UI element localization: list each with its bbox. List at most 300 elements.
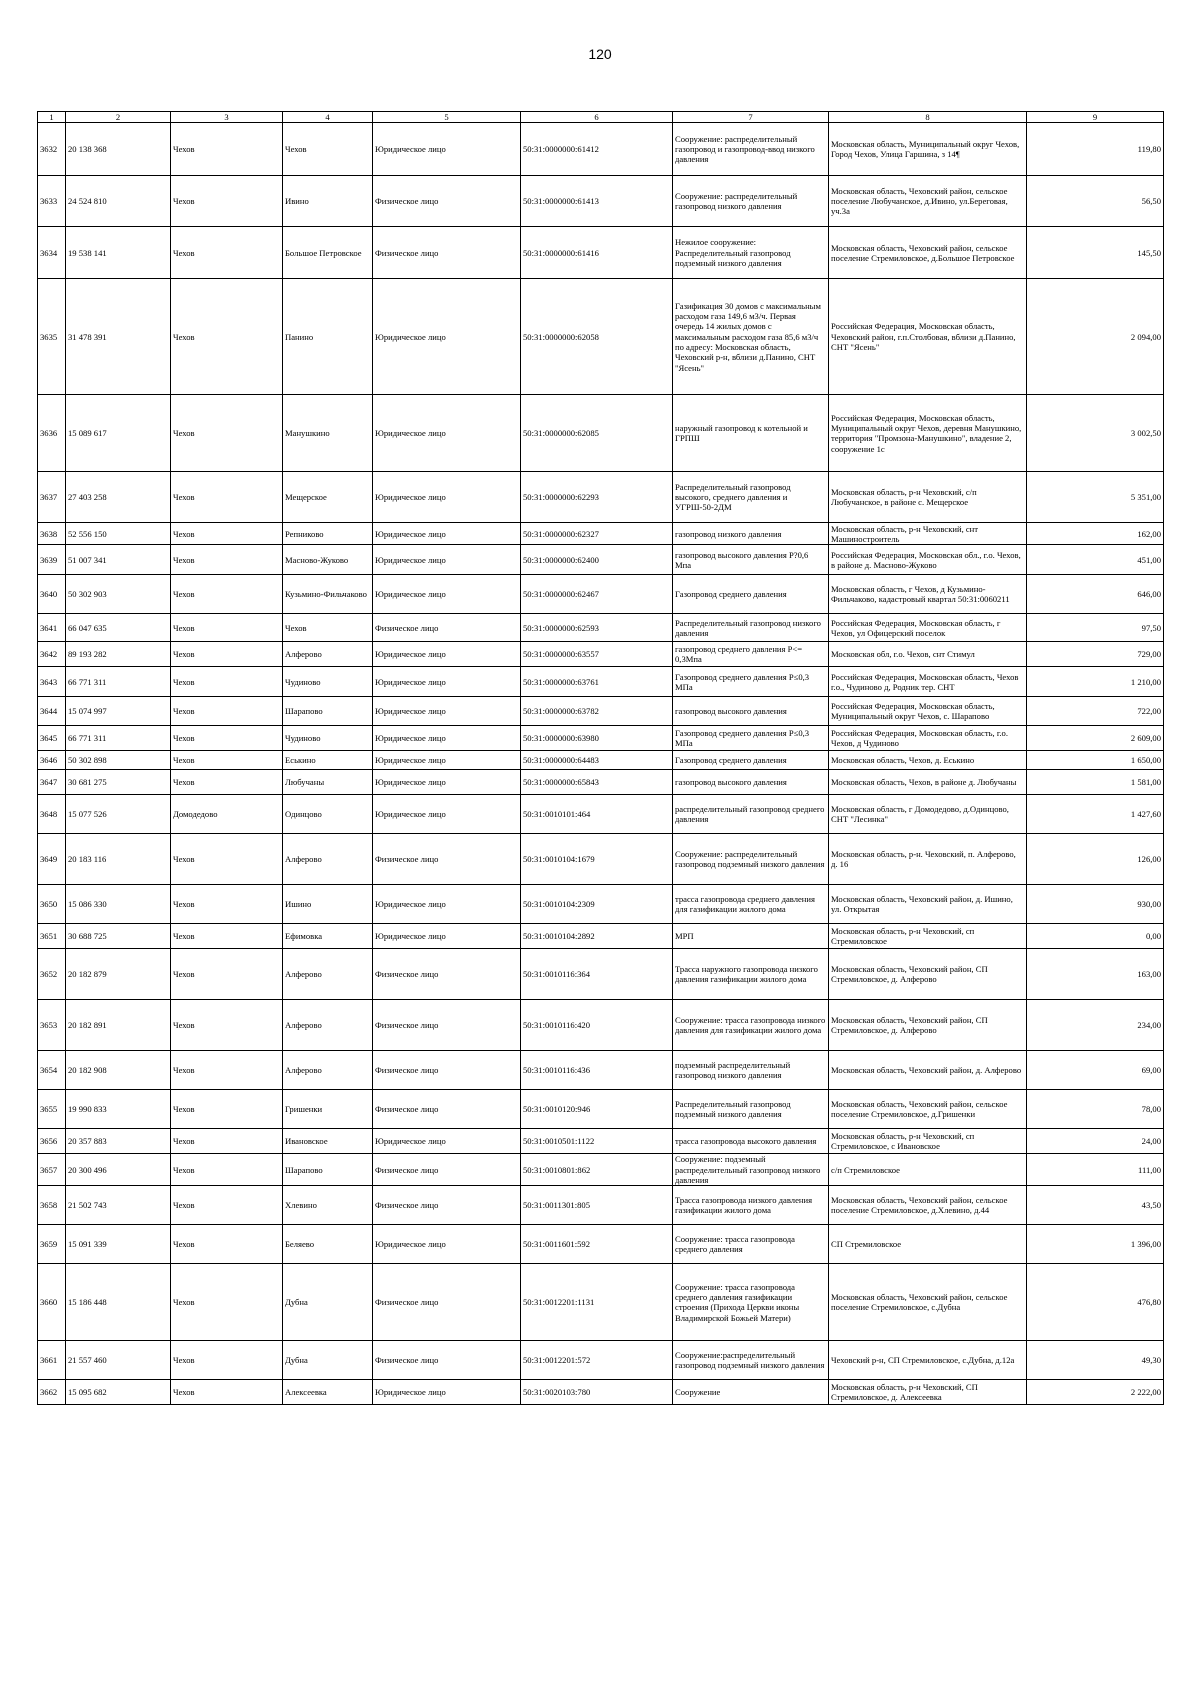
object-description: Газопровод среднего давления: [673, 575, 829, 614]
column-header: 5: [373, 112, 521, 123]
locality: Ивановское: [283, 1129, 373, 1154]
table-row: [38, 1090, 1164, 1129]
table-row: [38, 795, 1164, 834]
cadastral-number: 50:31:0000000:62400: [521, 545, 673, 575]
object-description: Нежилое сооружение: Распределительный газопровод подземный низкого давления: [673, 227, 829, 279]
owner-type: Юридическое лицо: [373, 726, 521, 751]
owner-type: Физическое лицо: [373, 614, 521, 642]
column-header: 1: [38, 112, 66, 123]
locality: Алферово: [283, 1051, 373, 1090]
district: Чехов: [171, 1090, 283, 1129]
address: Московская область, Чеховский район, сельское поселение Стремиловское, д.Гришенки: [829, 1090, 1027, 1129]
header-row: [38, 112, 1164, 123]
table-row: [38, 472, 1164, 523]
address: Московская область, р-н. Чеховский, п. Алферово, д. 16: [829, 834, 1027, 885]
cadastral-number: 50:31:0010120:946: [521, 1090, 673, 1129]
cadastral-number: 50:31:0000000:62467: [521, 575, 673, 614]
object-code: 30 688 725: [66, 924, 171, 949]
owner-type: Юридическое лицо: [373, 642, 521, 667]
length-value: 162,00: [1027, 523, 1164, 545]
table-row: [38, 1380, 1164, 1405]
owner-type: Физическое лицо: [373, 176, 521, 227]
locality: Еськино: [283, 751, 373, 770]
address: Московская область, Чеховский район, сельское поселение Любучанское, д.Ивино, ул.Береговая, уч.3а: [829, 176, 1027, 227]
cadastral-number: 50:31:0000000:61413: [521, 176, 673, 227]
table-body: [38, 123, 1164, 1405]
row-number: 3637: [38, 472, 66, 523]
address: Российская Федерация, Московская область, Чехов г.о., Чудиново д, Родник тер. СНТ: [829, 667, 1027, 697]
address: Московская область, Чеховский район, сельское поселение Стремиловское, д.Большое Петровское: [829, 227, 1027, 279]
row-number: 3648: [38, 795, 66, 834]
object-code: 89 193 282: [66, 642, 171, 667]
district: Чехов: [171, 523, 283, 545]
object-description: трасса газопровода среднего давления для газификации жилого дома: [673, 885, 829, 924]
object-code: 50 302 898: [66, 751, 171, 770]
length-value: 2 609,00: [1027, 726, 1164, 751]
table-row: [38, 834, 1164, 885]
cadastral-number: 50:31:0000000:63980: [521, 726, 673, 751]
district: Чехов: [171, 1154, 283, 1186]
length-value: 930,00: [1027, 885, 1164, 924]
cadastral-number: 50:31:0000000:62058: [521, 279, 673, 395]
owner-type: Физическое лицо: [373, 227, 521, 279]
row-number: 3649: [38, 834, 66, 885]
locality: Алферово: [283, 834, 373, 885]
object-description: трасса газопровода высокого давления: [673, 1129, 829, 1154]
row-number: 3635: [38, 279, 66, 395]
row-number: 3633: [38, 176, 66, 227]
locality: Любучаны: [283, 770, 373, 795]
table-row: [38, 176, 1164, 227]
address: Московская область, г Чехов, д Кузьмино-Фильчаково, кадастровый квартал 50:31:0060211: [829, 575, 1027, 614]
address: Российская Федерация, Московская область, Муниципальный округ Чехов, с. Шарапово: [829, 697, 1027, 726]
locality: Алферово: [283, 1000, 373, 1051]
length-value: 1 581,00: [1027, 770, 1164, 795]
row-number: 3636: [38, 395, 66, 472]
owner-type: Юридическое лицо: [373, 1380, 521, 1405]
district: Чехов: [171, 834, 283, 885]
object-description: Сооружение: распределительный газопровод и газопровод-ввод низкого давления: [673, 123, 829, 176]
district: Чехов: [171, 545, 283, 575]
cadastral-number: 50:31:0010104:2892: [521, 924, 673, 949]
district: Чехов: [171, 697, 283, 726]
object-code: 30 681 275: [66, 770, 171, 795]
district: Чехов: [171, 614, 283, 642]
object-description: Распределительный газопровод высокого, среднего давления и УГРШ-50-2ДМ: [673, 472, 829, 523]
length-value: 0,00: [1027, 924, 1164, 949]
row-number: 3658: [38, 1186, 66, 1225]
district: Домодедово: [171, 795, 283, 834]
length-value: 2 094,00: [1027, 279, 1164, 395]
table-row: [38, 924, 1164, 949]
address: Чеховский р-н, СП Стремиловское, с.Дубна, д.12а: [829, 1341, 1027, 1380]
locality: Алферово: [283, 642, 373, 667]
district: Чехов: [171, 1129, 283, 1154]
table-row: [38, 1225, 1164, 1264]
locality: Ивино: [283, 176, 373, 227]
length-value: 78,00: [1027, 1090, 1164, 1129]
object-description: Сооружение: подземный распределительный газопровод низкого давления: [673, 1154, 829, 1186]
district: Чехов: [171, 1051, 283, 1090]
locality: Дубна: [283, 1264, 373, 1341]
row-number: 3659: [38, 1225, 66, 1264]
length-value: 1 396,00: [1027, 1225, 1164, 1264]
address: Московская область, р-н Чеховский, сп Стремиловское: [829, 924, 1027, 949]
owner-type: Физическое лицо: [373, 1186, 521, 1225]
address: Московская область, Муниципальный округ Чехов, Город Чехов, Улица Гаршина, з 14¶: [829, 123, 1027, 176]
length-value: 145,50: [1027, 227, 1164, 279]
cadastral-number: 50:31:0020103:780: [521, 1380, 673, 1405]
owner-type: Юридическое лицо: [373, 123, 521, 176]
district: Чехов: [171, 123, 283, 176]
length-value: 97,50: [1027, 614, 1164, 642]
locality: Хлевино: [283, 1186, 373, 1225]
table-row: [38, 1341, 1164, 1380]
cadastral-number: 50:31:0000000:62593: [521, 614, 673, 642]
cadastral-number: 50:31:0010116:436: [521, 1051, 673, 1090]
object-code: 20 357 883: [66, 1129, 171, 1154]
locality: Мещерское: [283, 472, 373, 523]
locality: Большое Петровское: [283, 227, 373, 279]
length-value: 24,00: [1027, 1129, 1164, 1154]
table-row: [38, 279, 1164, 395]
locality: Чехов: [283, 123, 373, 176]
table-row: [38, 726, 1164, 751]
address: Российская Федерация, Московская область, г Чехов, ул Офицерский поселок: [829, 614, 1027, 642]
locality: Панино: [283, 279, 373, 395]
row-number: 3642: [38, 642, 66, 667]
object-code: 20 183 116: [66, 834, 171, 885]
row-number: 3640: [38, 575, 66, 614]
owner-type: Физическое лицо: [373, 834, 521, 885]
district: Чехов: [171, 1000, 283, 1051]
object-code: 31 478 391: [66, 279, 171, 395]
object-code: 15 089 617: [66, 395, 171, 472]
object-code: 20 300 496: [66, 1154, 171, 1186]
row-number: 3639: [38, 545, 66, 575]
address: с/п Стремиловское: [829, 1154, 1027, 1186]
locality: Репниково: [283, 523, 373, 545]
row-number: 3660: [38, 1264, 66, 1341]
district: Чехов: [171, 1341, 283, 1380]
object-description: Сооружение: распределительный газопровод подземный низкого давления: [673, 834, 829, 885]
owner-type: Физическое лицо: [373, 949, 521, 1000]
locality: Ефимовка: [283, 924, 373, 949]
row-number: 3651: [38, 924, 66, 949]
page-number: 120: [588, 46, 612, 62]
column-header: 3: [171, 112, 283, 123]
address: Российская Федерация, Московская область, Чеховский район, г.п.Столбовая, вблизи д.Панино, СНТ "Ясень": [829, 279, 1027, 395]
address: Московская область, г Домодедово, д.Одинцово, СНТ "Лесинка": [829, 795, 1027, 834]
district: Чехов: [171, 770, 283, 795]
cadastral-number: 50:31:0000000:63557: [521, 642, 673, 667]
address: Московская область, Чехов, д. Еськино: [829, 751, 1027, 770]
address: Российская Федерация, Московская обл., г.о. Чехов, в районе д. Масново-Жуково: [829, 545, 1027, 575]
row-number: 3646: [38, 751, 66, 770]
object-description: Сооружение: трасса газопровода среднего давления газификации строения (Прихода Церкви иконы Владимирской Божьей Матери): [673, 1264, 829, 1341]
cadastral-number: 50:31:0010116:420: [521, 1000, 673, 1051]
district: Чехов: [171, 949, 283, 1000]
owner-type: Физическое лицо: [373, 1000, 521, 1051]
cadastral-number: 50:31:0000000:65843: [521, 770, 673, 795]
row-number: 3644: [38, 697, 66, 726]
column-header: 9: [1027, 112, 1164, 123]
length-value: 126,00: [1027, 834, 1164, 885]
table-row: [38, 614, 1164, 642]
cadastral-number: 50:31:0000000:62327: [521, 523, 673, 545]
length-value: 56,50: [1027, 176, 1164, 227]
cadastral-number: 50:31:0000000:61416: [521, 227, 673, 279]
locality: Чехов: [283, 614, 373, 642]
locality: Шарапово: [283, 1154, 373, 1186]
locality: Масново-Жуково: [283, 545, 373, 575]
table-row: [38, 575, 1164, 614]
length-value: 43,50: [1027, 1186, 1164, 1225]
address: Российская Федерация, Московская область, г.о. Чехов, д Чудиново: [829, 726, 1027, 751]
district: Чехов: [171, 279, 283, 395]
address: Московская область, р-н Чеховский, с/п Любучанское, в районе с. Мещерское: [829, 472, 1027, 523]
column-header: 7: [673, 112, 829, 123]
object-description: газопровод высокого давления: [673, 697, 829, 726]
length-value: 1 427,60: [1027, 795, 1164, 834]
cadastral-number: 50:31:0011601:592: [521, 1225, 673, 1264]
row-number: 3632: [38, 123, 66, 176]
column-header: 8: [829, 112, 1027, 123]
length-value: 3 002,50: [1027, 395, 1164, 472]
owner-type: Юридическое лицо: [373, 523, 521, 545]
object-description: Распределительный газопровод низкого давления: [673, 614, 829, 642]
length-value: 111,00: [1027, 1154, 1164, 1186]
locality: Чудиново: [283, 726, 373, 751]
object-description: Газопровод среднего давления P≤0,3 МПа: [673, 726, 829, 751]
object-code: 50 302 903: [66, 575, 171, 614]
row-number: 3645: [38, 726, 66, 751]
object-description: Сооружение: [673, 1380, 829, 1405]
object-description: Газопровод среднего давления: [673, 751, 829, 770]
locality: Одинцово: [283, 795, 373, 834]
district: Чехов: [171, 1264, 283, 1341]
row-number: 3656: [38, 1129, 66, 1154]
district: Чехов: [171, 885, 283, 924]
owner-type: Юридическое лицо: [373, 1225, 521, 1264]
length-value: 234,00: [1027, 1000, 1164, 1051]
owner-type: Юридическое лицо: [373, 545, 521, 575]
owner-type: Юридическое лицо: [373, 751, 521, 770]
owner-type: Юридическое лицо: [373, 279, 521, 395]
cadastral-number: 50:31:0010104:2309: [521, 885, 673, 924]
length-value: 1 210,00: [1027, 667, 1164, 697]
locality: Ишино: [283, 885, 373, 924]
district: Чехов: [171, 395, 283, 472]
object-description: Сооружение: трасса газопровода среднего давления: [673, 1225, 829, 1264]
address: Московская область, Чехов, в районе д. Любучаны: [829, 770, 1027, 795]
object-description: Сооружение: трасса газопровода низкого давления для газификации жилого дома: [673, 1000, 829, 1051]
table-row: [38, 667, 1164, 697]
cadastral-number: 50:31:0000000:62085: [521, 395, 673, 472]
row-number: 3654: [38, 1051, 66, 1090]
object-code: 15 095 682: [66, 1380, 171, 1405]
district: Чехов: [171, 176, 283, 227]
cadastral-number: 50:31:0012201:572: [521, 1341, 673, 1380]
table-row: [38, 770, 1164, 795]
district: Чехов: [171, 667, 283, 697]
object-code: 20 182 879: [66, 949, 171, 1000]
object-code: 15 074 997: [66, 697, 171, 726]
cadastral-number: 50:31:0010801:862: [521, 1154, 673, 1186]
cadastral-number: 50:31:0000000:62293: [521, 472, 673, 523]
object-code: 15 077 526: [66, 795, 171, 834]
district: Чехов: [171, 227, 283, 279]
cadastral-number: 50:31:0000000:63782: [521, 697, 673, 726]
table-row: [38, 642, 1164, 667]
owner-type: Юридическое лицо: [373, 667, 521, 697]
locality: Гришенки: [283, 1090, 373, 1129]
owner-type: Физическое лицо: [373, 1090, 521, 1129]
owner-type: Юридическое лицо: [373, 395, 521, 472]
row-number: 3661: [38, 1341, 66, 1380]
object-description: газопровод высокого давления: [673, 770, 829, 795]
object-description: наружный газопровод к котельной и ГРПШ: [673, 395, 829, 472]
owner-type: Юридическое лицо: [373, 1129, 521, 1154]
object-code: 66 047 635: [66, 614, 171, 642]
column-header: 2: [66, 112, 171, 123]
district: Чехов: [171, 642, 283, 667]
address: Московская область, р-н Чеховский, снт Машиностроитель: [829, 523, 1027, 545]
locality: Манушкино: [283, 395, 373, 472]
table-row: [38, 949, 1164, 1000]
row-number: 3653: [38, 1000, 66, 1051]
object-code: 20 182 891: [66, 1000, 171, 1051]
district: Чехов: [171, 575, 283, 614]
row-number: 3634: [38, 227, 66, 279]
table-row: [38, 751, 1164, 770]
table-row: [38, 523, 1164, 545]
length-value: 476,80: [1027, 1264, 1164, 1341]
locality: Кузьмино-Фильчаково: [283, 575, 373, 614]
cadastral-number: 50:31:0000000:61412: [521, 123, 673, 176]
object-description: подземный распределительный газопровод низкого давления: [673, 1051, 829, 1090]
length-value: 163,00: [1027, 949, 1164, 1000]
object-description: Газификация 30 домов с максимальным расходом газа 149,6 м3/ч. Первая очередь 14 жилых домов с максимальным расходом газа 85,6 м3/ч по адресу: Московская область, Чеховский р-н, вблизи д.Панино, СНТ "Ясень": [673, 279, 829, 395]
row-number: 3657: [38, 1154, 66, 1186]
cadastral-number: 50:31:0000000:64483: [521, 751, 673, 770]
address: СП Стремиловское: [829, 1225, 1027, 1264]
object-code: 24 524 810: [66, 176, 171, 227]
row-number: 3650: [38, 885, 66, 924]
district: Чехов: [171, 751, 283, 770]
object-code: 19 538 141: [66, 227, 171, 279]
length-value: 729,00: [1027, 642, 1164, 667]
cadastral-number: 50:31:0010101:464: [521, 795, 673, 834]
row-number: 3641: [38, 614, 66, 642]
cadastral-number: 50:31:0011301:805: [521, 1186, 673, 1225]
cadastral-number: 50:31:0000000:63761: [521, 667, 673, 697]
row-number: 3647: [38, 770, 66, 795]
locality: Алексеевка: [283, 1380, 373, 1405]
table-row: [38, 1000, 1164, 1051]
district: Чехов: [171, 924, 283, 949]
cadastral-number: 50:31:0012201:1131: [521, 1264, 673, 1341]
object-code: 15 086 330: [66, 885, 171, 924]
table-row: [38, 1129, 1164, 1154]
length-value: 49,30: [1027, 1341, 1164, 1380]
table-header: [38, 112, 1164, 123]
district: Чехов: [171, 1225, 283, 1264]
row-number: 3655: [38, 1090, 66, 1129]
object-code: 51 007 341: [66, 545, 171, 575]
address: Московская область, Чеховский район, д. Ишино, ул. Открытая: [829, 885, 1027, 924]
length-value: 119,80: [1027, 123, 1164, 176]
object-code: 27 403 258: [66, 472, 171, 523]
owner-type: Юридическое лицо: [373, 697, 521, 726]
object-description: Газопровод среднего давления P≤0,3 МПа: [673, 667, 829, 697]
owner-type: Юридическое лицо: [373, 770, 521, 795]
district: Чехов: [171, 726, 283, 751]
table-row: [38, 1264, 1164, 1341]
object-code: 66 771 311: [66, 667, 171, 697]
locality: Дубна: [283, 1341, 373, 1380]
owner-type: Физическое лицо: [373, 1341, 521, 1380]
district: Чехов: [171, 1380, 283, 1405]
table-row: [38, 1186, 1164, 1225]
object-code: 19 990 833: [66, 1090, 171, 1129]
district: Чехов: [171, 472, 283, 523]
object-description: газопровод низкого давления: [673, 523, 829, 545]
owner-type: Юридическое лицо: [373, 885, 521, 924]
address: Московская область, Чеховский район, сельское поселение Стремиловское, д.Хлевино, д.44: [829, 1186, 1027, 1225]
locality: Беляево: [283, 1225, 373, 1264]
table-row: [38, 697, 1164, 726]
cadastral-number: 50:31:0010116:364: [521, 949, 673, 1000]
cadastral-number: 50:31:0010501:1122: [521, 1129, 673, 1154]
cadastral-number: 50:31:0010104:1679: [521, 834, 673, 885]
object-description: Сооружение: распределительный газопровод низкого давления: [673, 176, 829, 227]
row-number: 3652: [38, 949, 66, 1000]
address: Московская область, Чеховский район, д. Алферово: [829, 1051, 1027, 1090]
object-description: Распределительный газопровод подземный низкого давления: [673, 1090, 829, 1129]
owner-type: Юридическое лицо: [373, 472, 521, 523]
length-value: 722,00: [1027, 697, 1164, 726]
length-value: 69,00: [1027, 1051, 1164, 1090]
owner-type: Физическое лицо: [373, 1154, 521, 1186]
row-number: 3638: [38, 523, 66, 545]
table-row: [38, 545, 1164, 575]
address: Московская область, р-н Чеховский, сп Стремиловское, с Ивановское: [829, 1129, 1027, 1154]
table-row: [38, 1154, 1164, 1186]
owner-type: Юридическое лицо: [373, 795, 521, 834]
column-header: 6: [521, 112, 673, 123]
table-row: [38, 1051, 1164, 1090]
owner-type: Физическое лицо: [373, 1264, 521, 1341]
length-value: 451,00: [1027, 545, 1164, 575]
registry-table: [37, 111, 1164, 1405]
length-value: 5 351,00: [1027, 472, 1164, 523]
row-number: 3662: [38, 1380, 66, 1405]
table-row: [38, 123, 1164, 176]
address: Московская область, р-н Чеховский, СП Стремиловское, д. Алексеевка: [829, 1380, 1027, 1405]
object-code: 20 182 908: [66, 1051, 171, 1090]
table-row: [38, 395, 1164, 472]
object-description: МРП: [673, 924, 829, 949]
owner-type: Юридическое лицо: [373, 924, 521, 949]
object-code: 15 186 448: [66, 1264, 171, 1341]
object-description: Сооружение:распределительный газопровод подземный низкого давления: [673, 1341, 829, 1380]
locality: Шарапово: [283, 697, 373, 726]
table-row: [38, 885, 1164, 924]
object-code: 66 771 311: [66, 726, 171, 751]
object-description: газопровод высокого давления P?0,6 Мпа: [673, 545, 829, 575]
object-code: 52 556 150: [66, 523, 171, 545]
